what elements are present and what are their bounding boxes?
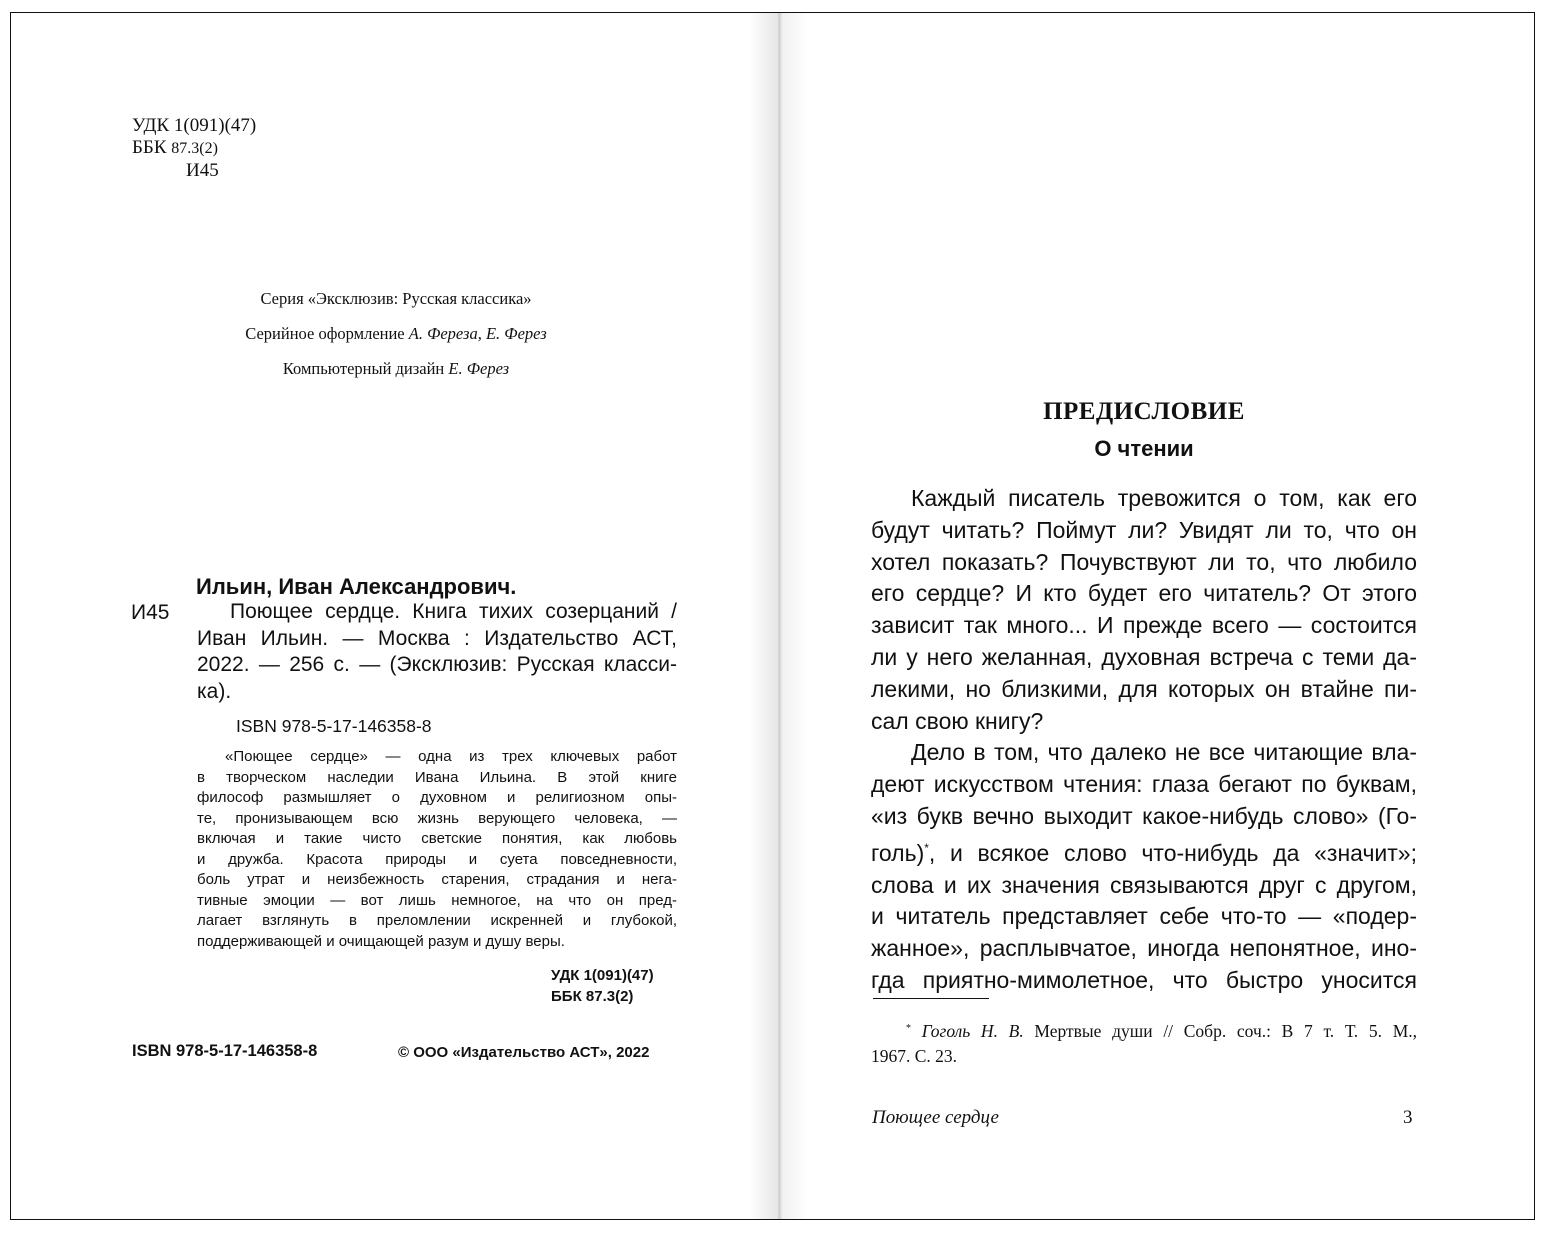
design-line bbox=[121, 324, 671, 344]
body-line-part: , и всякое слово что-нибудь да «значит»; bbox=[928, 839, 1417, 866]
bib-line: Поющее сердце. Книга тихих созерцаний / bbox=[230, 600, 677, 623]
body-text bbox=[871, 483, 1417, 997]
udk-code: УДК 1(091)(47) bbox=[132, 115, 257, 136]
body-line: его сердце? И кто будет его читатель? От этого bbox=[871, 580, 1417, 607]
series-line: Серия «Эксклюзив: Русская классика» bbox=[260, 289, 532, 308]
body-line: гда приятно-мимолетное, что быстро уносится bbox=[871, 966, 1417, 993]
annotation-line: и дружба. Красота природы и суета повседневности, bbox=[197, 850, 677, 868]
bbk-code-bold: ББК 87.3(2) bbox=[551, 988, 634, 1005]
bbk-value: 87.3(2) bbox=[171, 140, 218, 157]
body-line: хотел показать? Почувствуют ли то, что любило bbox=[871, 548, 1417, 575]
chapter-subtitle: О чтении bbox=[1094, 436, 1194, 461]
bbk-label: ББК bbox=[132, 137, 167, 158]
body-line-with-note bbox=[871, 833, 1417, 870]
book-gutter bbox=[749, 13, 809, 1219]
book-spread bbox=[10, 12, 1535, 1220]
isbn-bottom: ISBN 978-5-17-146358-8 bbox=[132, 1042, 318, 1060]
annotation-line: лагает взглянуть в преломлении искренней и глубокой, bbox=[197, 912, 677, 929]
body-line-part: голь) bbox=[871, 839, 925, 866]
body-line: сал свою книгу? bbox=[871, 707, 1044, 734]
annotation-line: философ размышляет о духовном и религиозном опы- bbox=[197, 789, 677, 806]
page-number: 3 bbox=[1403, 1107, 1413, 1128]
chapter-title: ПРЕДИСЛОВИЕ bbox=[1043, 398, 1245, 425]
computer-design-line bbox=[121, 359, 671, 379]
annotation-line: те, пронизывающем всю жизнь верующего человека, — bbox=[197, 809, 677, 827]
computer-design-name: Е. Ферез bbox=[448, 359, 510, 378]
body-line: Каждый писатель тревожится о том, как его bbox=[911, 485, 1417, 511]
body-line: Дело в том, что далеко не все читающие вла- bbox=[911, 739, 1417, 766]
body-line: жанное», расплывчатое, иногда непонятное, ино- bbox=[871, 935, 1417, 962]
bib-line: ка). bbox=[197, 679, 232, 703]
annotation bbox=[197, 747, 677, 952]
design-label: Серийное оформление bbox=[245, 324, 405, 343]
footnote-source: Мертвые души // Собр. соч.: В 7 т. Т. 5. М., bbox=[1023, 1021, 1418, 1041]
author-index: И45 bbox=[186, 160, 219, 181]
footnote-rule bbox=[873, 998, 989, 999]
udk-bbk-block bbox=[551, 965, 654, 1007]
copyright: © ООО «Издательство АСТ», 2022 bbox=[398, 1044, 650, 1061]
annotation-line: включая и такие чисто светские понятия, как любовь bbox=[197, 830, 677, 847]
annotation-line: тивные эмоции — вот лишь немногое, на что он пред- bbox=[197, 891, 677, 909]
footnote-line bbox=[871, 1016, 1417, 1044]
bib-line: 2022. — 256 с. — (Эксклюзив: Русская класси- bbox=[197, 653, 677, 676]
design-names: А. Фереза, Е. Ферез bbox=[408, 324, 547, 343]
footnote-mark-small: * bbox=[906, 1023, 911, 1034]
body-line: «из букв вечно выходит какое-нибудь слово» (Го- bbox=[871, 802, 1417, 829]
catalog-isbn: ISBN 978-5-17-146358-8 bbox=[236, 716, 432, 736]
annotation-line: поддерживающей и очищающей разум и душу веры. bbox=[197, 932, 565, 950]
bibliographic-record bbox=[197, 599, 677, 705]
catalog-author: Ильин, Иван Александрович. bbox=[196, 574, 517, 599]
running-title: Поющее сердце bbox=[872, 1107, 999, 1128]
body-line: слова и их значения связываются друг с другом, bbox=[871, 871, 1417, 898]
body-line: ли у него желанная, духовная встреча с теми да- bbox=[871, 643, 1417, 670]
computer-design-label: Компьютерный дизайн bbox=[282, 359, 445, 378]
annotation-line: в творческом наследии Ивана Ильина. В этой книге bbox=[197, 768, 677, 786]
udk-code-bold: УДК 1(091)(47) bbox=[551, 967, 654, 984]
footnote-mark: * bbox=[924, 840, 929, 855]
footnote-line: 1967. С. 23. bbox=[871, 1046, 958, 1066]
body-line: и читатель представляет себе что-то — «подер- bbox=[871, 903, 1417, 930]
annotation-line: «Поющее сердце» — одна из трех ключевых работ bbox=[225, 748, 677, 765]
bbk-code bbox=[132, 137, 218, 160]
body-line: зависит так много... И прежде всего — состоится bbox=[871, 612, 1417, 639]
footnote bbox=[871, 1016, 1417, 1069]
bib-line: Иван Ильин. — Москва : Издательство АСТ, bbox=[197, 626, 677, 650]
body-line: будут читать? Поймут ли? Увидят ли то, что он bbox=[871, 516, 1417, 543]
body-line: деют искусством чтения: глаза бегают по буквам, bbox=[871, 771, 1417, 798]
catalog-index: И45 bbox=[131, 601, 170, 624]
footnote-author: Гоголь Н. В. bbox=[921, 1021, 1024, 1041]
annotation-line: боль утрат и неизбежность старения, страдания и нега- bbox=[197, 871, 677, 888]
body-line: лекими, но близкими, для которых он втайне пи- bbox=[871, 675, 1417, 702]
